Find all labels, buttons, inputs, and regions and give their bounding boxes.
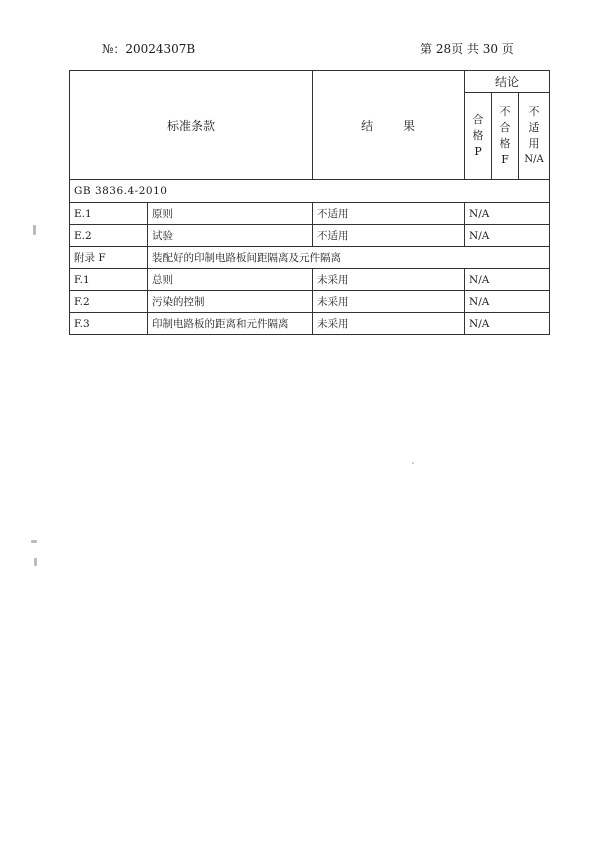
scan-speck — [34, 558, 37, 566]
conclusion-header: 结论 — [465, 71, 550, 93]
clause-number: 附录 F — [70, 247, 148, 269]
table-row — [70, 313, 550, 335]
clause-verdict: N/A — [465, 203, 550, 225]
header-row — [70, 71, 550, 93]
clause-result: 未采用 — [313, 269, 465, 291]
clause-number: F.2 — [70, 291, 148, 313]
scan-speck — [33, 225, 36, 235]
table-row — [70, 203, 550, 225]
clause-result: 不适用 — [313, 203, 465, 225]
clause-name: 原则 — [148, 203, 313, 225]
table-row — [70, 291, 550, 313]
na-header: 不 适 用 N/A — [519, 93, 550, 180]
clause-result: 不适用 — [313, 225, 465, 247]
section-title-row — [70, 180, 550, 203]
table-row — [70, 225, 550, 247]
table-row — [70, 247, 550, 269]
clause-verdict: N/A — [465, 291, 550, 313]
clause-name: 污染的控制 — [148, 291, 313, 313]
page-info: 第 28页 共 30 页 — [420, 42, 514, 56]
clause-name: 装配好的印制电路板间距隔离及元件隔离 — [148, 247, 550, 269]
result-header: 结 果 — [313, 71, 465, 180]
clause-name: 总则 — [148, 269, 313, 291]
clause-header: 标准条款 — [70, 71, 313, 180]
scan-speck — [412, 462, 414, 464]
clause-number: F.1 — [70, 269, 148, 291]
clause-number: E.2 — [70, 225, 148, 247]
clause-number: F.3 — [70, 313, 148, 335]
report-number: №：20024307B — [102, 42, 196, 56]
clause-result: 未采用 — [313, 291, 465, 313]
pass-header: 合 格 P — [465, 93, 492, 180]
clause-verdict: N/A — [465, 313, 550, 335]
scan-speck — [31, 540, 37, 543]
test-results-table — [69, 70, 550, 335]
clause-name: 试验 — [148, 225, 313, 247]
section-title: GB 3836.4-2010 — [70, 180, 550, 203]
clause-verdict: N/A — [465, 269, 550, 291]
clause-verdict: N/A — [465, 225, 550, 247]
clause-number: E.1 — [70, 203, 148, 225]
table-row — [70, 269, 550, 291]
clause-result: 未采用 — [313, 313, 465, 335]
fail-header: 不 合 格 F — [492, 93, 519, 180]
clause-name: 印制电路板的距离和元件隔离 — [148, 313, 313, 335]
